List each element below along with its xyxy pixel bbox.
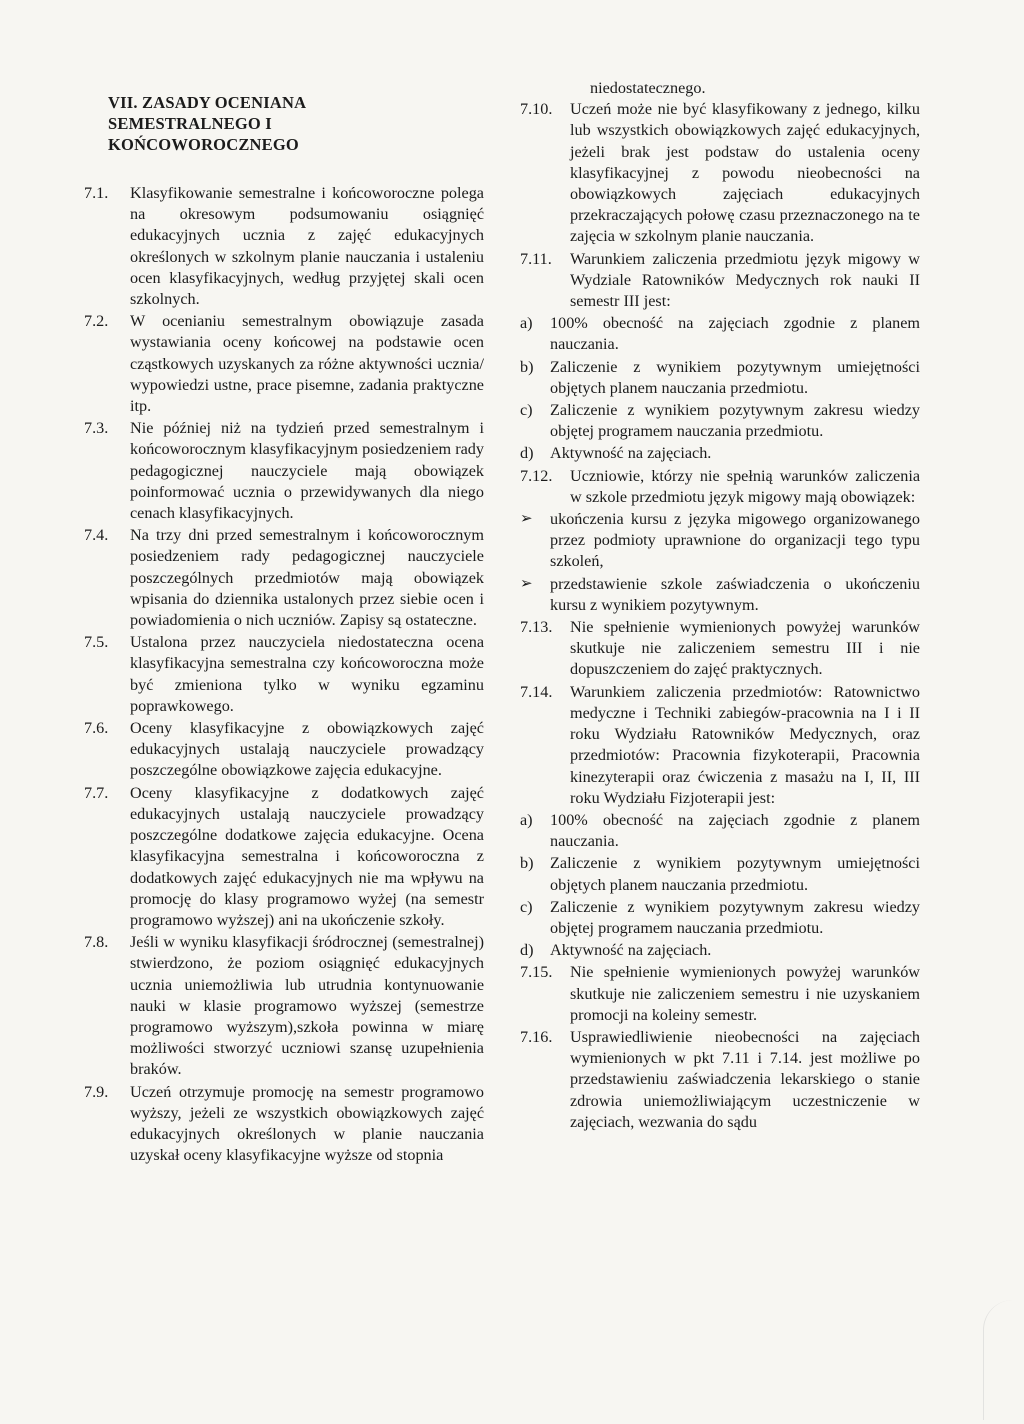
paragraph-7-7 [84,783,484,931]
heading-line: KOŃCOWOROCZNEGO [108,135,299,154]
list-label: b) [520,854,534,873]
paragraph-7-16 [520,1027,920,1133]
paragraph-text: Uczniowie, którzy nie spełnią warunków zaliczenia w szkole przedmiotu język migowy mają obowiązek: [570,466,920,506]
list-item [520,313,920,355]
list-item [520,509,920,573]
paragraph-number: 7.2. [84,312,109,331]
list-item [520,853,920,895]
paragraph-text: Na trzy dni przed semestralnym i końcoworocznym posiedzeniem rady pedagogicznej nauczyciele poszczególnych przedmiotów mają obowiązek wpisania do dziennika ustalonych przez siebie ocen i powiadomienia o nich uczniów. Zapisy są ostateczne. [130,526,484,630]
paragraph-number: 7.3. [84,419,109,438]
list-label: c) [520,897,533,916]
paragraph-number: 7.8. [84,933,109,952]
list-item [520,810,920,852]
list-text: Zaliczenie z wynikiem pozytywnym umiejętności objętych planem nauczania przedmiotu. [550,357,920,397]
paragraph-text: Jeśli w wyniku klasyfikacji śródrocznej (semestralnej) stwierdzono, że poziom osiągnięć edukacyjnych ucznia uniemożliwia lub utrudnia kontynuowanie nauki w klasie programowo wyższej (semestrze programowo wyższym),szkoła powinna w miarę możliwości stworzyć uczniowi szansę uzupełnienia braków. [130,933,484,1079]
paragraph-text: Nie spełnienie wymienionych powyżej warunków skutkuje nie zaliczeniem semestru III i nie dopuszczeniem do zajęć praktycznych. [570,618,920,679]
list-text: przedstawienie szkole zaświadczenia o ukończeniu kursu z wynikiem pozytywnym. [550,574,920,614]
arrow-bullet-icon: ➢ [520,511,533,528]
list-item [520,897,920,939]
list-label: b) [520,357,534,376]
paragraph-number: 7.15. [520,963,553,982]
paragraph-7-4 [84,525,484,631]
paragraph-7-5 [84,632,484,717]
list-text: Aktywność na zajęciach. [550,941,712,960]
paragraph-number: 7.11. [520,249,552,268]
paragraph-7-3 [84,418,484,524]
paragraph-text: Nie spełnienie wymienionych powyżej warunków skutkuje nie zaliczeniem semestru i nie uzyskaniem promocji na koleiny semestr. [570,963,920,1024]
arrow-bullet-icon: ➢ [520,575,533,592]
paragraph-number: 7.14. [520,682,553,701]
paragraph-text: Oceny klasyfikacyjne z dodatkowych zajęć edukacyjnych ustalają nauczyciele prowadzący poszczególne dodatkowe zajęcia edukacyjne. Ocena klasyfikacyjna semestralna i końcoworoczna z dodatkowych zajęć edukacyjnych nie ma wpływu na promocję do klasy programowo wyżej (na semestr programowo wyższej) ani na ukończenie szkoły. [130,783,484,929]
paragraph-7-11 [520,249,920,313]
paragraph-number: 7.12. [520,466,553,485]
list-item [520,574,920,616]
paragraph-number: 7.4. [84,526,109,545]
paragraph-7-8 [84,932,484,1080]
paragraph-number: 7.13. [520,618,553,637]
paragraph-number: 7.16. [520,1027,553,1046]
paragraph-number: 7.10. [520,100,553,119]
paragraph-number: 7.5. [84,633,109,652]
list-label: a) [520,314,533,333]
list-item [520,443,920,464]
paragraph-text: Oceny klasyfikacyjne z obowiązkowych zajęć edukacyjnych ustalają nauczyciele prowadzący poszczególne obowiązkowe zajęcia edukacyjne. [130,719,484,780]
list-label: c) [520,401,533,420]
list-item [520,400,920,442]
paragraph-number: 7.9. [84,1082,109,1101]
paragraph-text: Warunkiem zaliczenia przedmiotu język migowy w Wydziale Ratowników Medycznych rok nauki II semestr III jest: [570,249,920,311]
list-text: Zaliczenie z wynikiem pozytywnym umiejętności objętych planem nauczania przedmiotu. [550,854,920,894]
heading-line: VII. ZASADY OCENIANA [108,93,307,112]
paragraph-text: Uczeń może nie być klasyfikowany z jednego, kilku lub wszystkich obowiązkowych zajęć edukacyjnych, jeżeli brak jest podstaw do ustalenia oceny klasyfikacyjnej z powodu nieobecności na obowiązkowych zajęciach edukacyjnych przekraczających połowę czasu przeznaczonego na te zajęcia w szkolnym planie nauczania. [570,100,920,246]
paragraph-number: 7.6. [84,719,109,738]
paragraph-7-13 [520,617,920,681]
list-label: d) [520,941,534,960]
paragraph-text: Warunkiem zaliczenia przedmiotów: Ratownictwo medyczne i Techniki zabiegów-pracownia na I i II roku Wydziału Ratowników Medycznych, oraz przedmiotów: Pracownia fizykoterapii, Pracownia kinezyterapii oraz ćwiczenia z masażu na I, II, III roku Wydziału Fizjoterapii jest: [570,682,920,807]
paragraph-7-10 [520,99,920,247]
paragraph-text: Uczeń otrzymuje promocję na semestr programowo wyższy, jeżeli ze wszystkich obowiązkowych zajęć edukacyjnych określonych w planie nauczania uzyskał oceny klasyfikacyjne wyższe od stopnia [130,1082,484,1165]
list-text: Zaliczenie z wynikiem pozytywnym zakresu wiedzy objętej programem nauczania przedmiotu. [550,401,920,441]
list-text: Zaliczenie z wynikiem pozytywnym zakresu wiedzy objętej programem nauczania przedmiotu. [550,897,920,937]
left-column [84,92,484,1167]
paragraph-text: Ustalona przez nauczyciela niedostateczna ocena klasyfikacyjna semestralna czy końcoworoczna może być zmieniona tylko w wyniku egzaminu poprawkowego. [130,633,484,715]
list-text: 100% obecność na zajęciach zgodnie z planem nauczania. [550,810,920,851]
scan-edge-mark [983,1300,1024,1420]
paragraph-text: Klasyfikowanie semestralne i końcoworoczne polega na okresowym podsumowaniu osiągnięć edukacyjnych ucznia z zajęć edukacyjnych określonych w szkolnym planie nauczania i ustaleniu ocen klasyfikacyjnych, według przyjętej skali ocen szkolnych. [130,184,484,309]
paragraph-number: 7.1. [84,184,109,202]
paragraph-7-2 [84,311,484,417]
continuation-text: niedostatecznego. [590,79,706,97]
list-label: a) [520,810,533,829]
list-item [520,940,920,961]
paragraph-text: Usprawiedliwienie nieobecności na zajęciach wymienionych w pkt 7.11 i 7.14. jest możliwe po przedstawieniu zaświadczenia lekarskiego o stanie zdrowia uniemożliwiającym uczestniczenie w zajęciach, wezwania do sądu [570,1027,920,1131]
paragraph-7-9 [84,1082,484,1167]
paragraph-text: Nie później niż na tydzień przed semestralnym i końcoworocznym klasyfikacyjnym posiedzeniem rady pedagogicznej nauczyciele mają obowiązek poinformować ucznia o przewidywanych dla niego cenach klasyfikacyjnych. [130,419,484,523]
paragraph-7-14 [520,682,920,809]
paragraph-7-6 [84,718,484,782]
paragraph-text: W ocenianiu semestralnym obowiązuje zasada wystawiania oceny końcowej na podstawie ocen cząstkowych uzyskanych za różne aktywności ucznia/ wypowiedzi ustne, prace pisemne, zadania praktyczne itp. [130,312,484,416]
right-column [520,78,920,1134]
paragraph-number: 7.7. [84,783,109,802]
list-text: ukończenia kursu z języka migowego organizowanego przez podmioty uprawnione do organizacji tego typu szkoleń, [550,510,920,571]
paragraph-7-15 [520,962,920,1026]
heading-line: SEMESTRALNEGO I [108,114,272,133]
list-item [520,357,920,399]
list-text: Aktywność na zajęciach. [550,444,712,463]
paragraph-7-12 [520,466,920,508]
paragraph-7-1 [84,183,484,310]
section-heading [108,92,484,155]
list-text: 100% obecność na zajęciach zgodnie z planem nauczania. [550,314,920,354]
list-label: d) [520,444,534,463]
